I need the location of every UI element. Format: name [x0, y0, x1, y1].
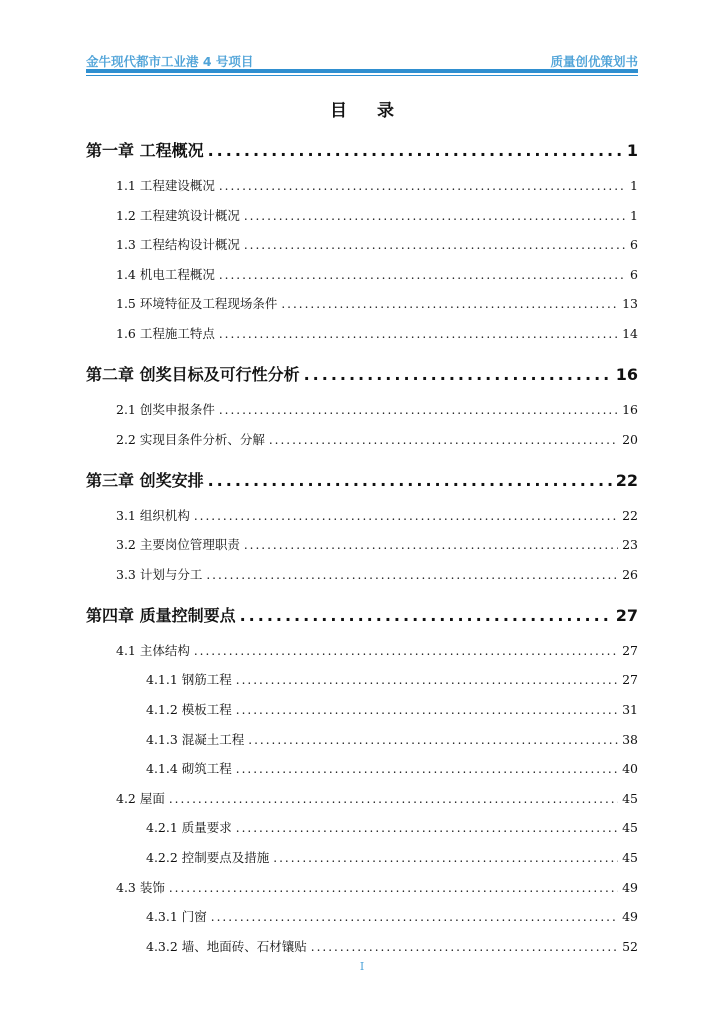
toc-entry-page: 6 — [630, 266, 638, 282]
toc-entry-label: 第三章 创奖安排 — [86, 470, 204, 490]
header-rule-thick — [86, 69, 638, 73]
toc-section-entry[interactable] — [86, 937, 638, 955]
toc-entry-label: 3.2 主要岗位管理职责 — [116, 537, 240, 553]
toc-leader-dots — [194, 644, 618, 658]
toc-entry-label: 3.3 计划与分工 — [116, 566, 203, 582]
toc-leader-dots — [206, 568, 618, 582]
toc-entry-label: 1.1 工程建设概况 — [116, 178, 215, 193]
toc-section-entry[interactable] — [86, 670, 638, 688]
toc-entry-label: 4.2.1 质量要求 — [146, 820, 232, 836]
toc-section-entry[interactable] — [86, 206, 638, 224]
toc-chapter-entry[interactable] — [86, 603, 638, 626]
toc-leader-dots — [219, 327, 618, 341]
toc-entry-label: 4.1.3 混凝土工程 — [146, 731, 245, 747]
toc-section-entry[interactable] — [86, 759, 638, 777]
toc-leader-dots — [236, 762, 618, 776]
toc-entry-page: 13 — [622, 296, 638, 312]
toc-leader-dots — [273, 851, 618, 865]
toc-section-entry[interactable] — [86, 818, 638, 836]
toc-section-entry[interactable] — [86, 789, 638, 807]
toc-entry-page: 38 — [622, 731, 638, 747]
toc-entry-page: 45 — [622, 820, 638, 836]
toc-entry-label: 第二章 创奖目标及可行性分析 — [86, 365, 300, 384]
toc-leader-dots — [311, 940, 618, 954]
toc-leader-dots — [194, 509, 618, 523]
toc-section-entry[interactable] — [86, 176, 638, 194]
toc-section-entry[interactable] — [86, 700, 638, 718]
toc-entry-page: 27 — [622, 672, 638, 688]
toc-leader-dots — [304, 365, 612, 384]
toc-leader-dots — [219, 268, 626, 282]
toc-leader-dots — [236, 673, 618, 687]
toc-section-entry[interactable] — [86, 294, 638, 312]
toc-leader-dots — [219, 403, 618, 417]
toc-entry-label: 1.4 机电工程概况 — [116, 266, 215, 282]
page-title: 目录 — [330, 101, 424, 121]
toc-entry-page: 52 — [622, 938, 638, 954]
toc-entry-page: 23 — [622, 537, 638, 553]
toc-entry-page: 22 — [615, 470, 638, 490]
toc-section-entry[interactable] — [86, 506, 638, 524]
toc-leader-dots — [208, 471, 612, 490]
toc-chapter-entry[interactable] — [86, 362, 638, 385]
toc-leader-dots — [208, 141, 623, 160]
toc-leader-dots — [244, 538, 618, 552]
toc-entry-label: 2.1 创奖申报条件 — [116, 402, 215, 417]
toc-entry-label: 4.3 装饰 — [116, 879, 165, 895]
toc-entry-page: 20 — [622, 431, 638, 447]
toc-section-entry[interactable] — [86, 641, 638, 659]
toc-entry-label: 1.6 工程施工特点 — [116, 326, 215, 341]
toc-section-entry[interactable] — [86, 565, 638, 583]
toc-entry-page: 1 — [626, 141, 638, 160]
toc-entry-page: 1 — [630, 178, 638, 193]
toc-entry-page: 27 — [622, 642, 638, 658]
toc-entry-page: 16 — [622, 402, 638, 417]
toc-entry-label: 4.3.2 墙、地面砖、石材镶贴 — [146, 938, 307, 954]
toc-leader-dots — [244, 209, 626, 223]
toc-entry-page: 40 — [622, 761, 638, 777]
toc-section-entry[interactable] — [86, 400, 638, 418]
toc-entry-label: 4.1.2 模板工程 — [146, 702, 232, 717]
toc-entry-label: 4.1.4 砌筑工程 — [146, 761, 232, 777]
toc-entry-label: 4.2 屋面 — [116, 790, 165, 806]
toc-leader-dots — [269, 433, 618, 447]
toc-entry-page: 49 — [622, 879, 638, 895]
toc-leader-dots — [240, 606, 612, 625]
toc-entry-page: 16 — [615, 365, 638, 384]
toc-leader-dots — [169, 881, 618, 895]
toc-section-entry[interactable] — [86, 878, 638, 896]
toc-chapter-entry[interactable] — [86, 138, 638, 161]
toc-leader-dots — [169, 792, 618, 806]
toc-section-entry[interactable] — [86, 324, 638, 342]
toc-section-entry[interactable] — [86, 430, 638, 448]
toc-section-entry[interactable] — [86, 848, 638, 866]
toc-entry-label: 1.5 环境特征及工程现场条件 — [116, 296, 278, 312]
page-number: I — [359, 960, 365, 973]
toc-entry-label: 4.2.2 控制要点及措施 — [146, 850, 270, 865]
toc-entry-label: 第四章 质量控制要点 — [86, 605, 236, 625]
toc-entry-label: 1.2 工程建筑设计概况 — [116, 207, 240, 223]
header-project-name: 金牛现代都市工业港 4 号项目 — [86, 54, 254, 69]
toc-entry-label: 4.1 主体结构 — [116, 642, 190, 658]
toc-leader-dots — [219, 179, 626, 193]
header-document-name: 质量创优策划书 — [550, 54, 638, 69]
toc-entry-label: 4.1.1 钢筋工程 — [146, 672, 232, 688]
toc-entry-page: 14 — [622, 326, 638, 341]
toc-leader-dots — [236, 821, 618, 835]
toc-entry-page: 27 — [615, 605, 638, 625]
toc-entry-page: 49 — [622, 909, 638, 925]
toc-leader-dots — [248, 733, 618, 747]
toc-section-entry[interactable] — [86, 907, 638, 925]
toc-entry-label: 1.3 工程结构设计概况 — [116, 237, 240, 253]
toc-leader-dots — [244, 238, 626, 252]
toc-leader-dots — [236, 703, 618, 717]
toc-entry-label: 第一章 工程概况 — [86, 141, 204, 160]
toc-entry-label: 4.3.1 门窗 — [146, 909, 207, 925]
toc-entry-page: 45 — [622, 850, 638, 865]
toc-entry-label: 3.1 组织机构 — [116, 507, 190, 523]
toc-leader-dots — [281, 297, 618, 311]
toc-entry-page: 26 — [622, 566, 638, 582]
toc-chapter-entry[interactable] — [86, 468, 638, 491]
header-rule-thin — [86, 75, 638, 76]
toc-entry-page: 31 — [622, 702, 638, 717]
toc-entry-page: 1 — [630, 207, 638, 223]
toc-entry-page: 22 — [622, 507, 638, 523]
toc-entry-page: 45 — [622, 790, 638, 806]
toc-leader-dots — [211, 910, 618, 924]
toc-section-entry[interactable] — [86, 730, 638, 748]
toc-section-entry[interactable] — [86, 535, 638, 553]
toc-entry-label: 2.2 实现目条件分析、分解 — [116, 431, 265, 447]
page-header — [86, 52, 638, 68]
toc-entry-page: 6 — [630, 237, 638, 253]
toc-section-entry[interactable] — [86, 265, 638, 283]
toc-section-entry[interactable] — [86, 235, 638, 253]
